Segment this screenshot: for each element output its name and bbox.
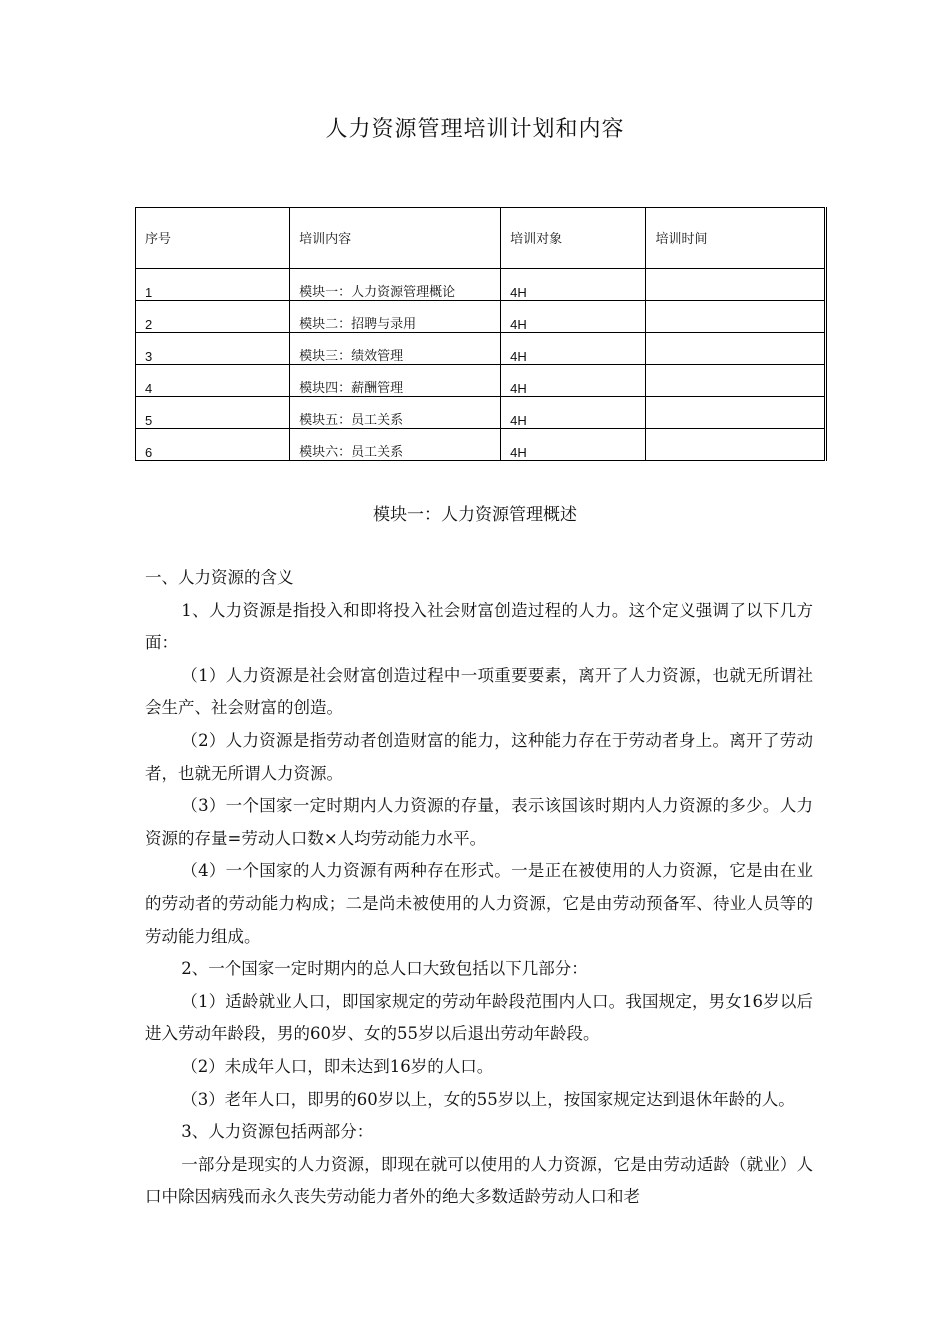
header-cell-time: 培训时间 (646, 208, 826, 269)
paragraph: 1、人力资源是指投入和即将投入社会财富创造过程的人力。这个定义强调了以下几方面： (145, 600, 813, 653)
table-row (136, 333, 826, 365)
cell-content: 模块一：人力资源管理概论 (290, 269, 501, 301)
cell-index: 1 (136, 269, 290, 301)
module-title: 模块一：人力资源管理概述 (373, 505, 577, 525)
training-plan-table (135, 207, 827, 461)
cell-index: 3 (136, 333, 290, 365)
paragraph: 3、人力资源包括两部分： (181, 1122, 374, 1142)
table-row (136, 365, 826, 397)
cell-content: 模块二：招聘与录用 (290, 301, 501, 333)
body-text (145, 562, 813, 1214)
table-row (136, 397, 826, 429)
cell-audience: 4H (501, 429, 646, 461)
paragraph: （3）一个国家一定时期内人力资源的存量，表示该国该时期内人力资源的多少。人力资源的存量=劳动人口数×人均劳动能力水平。 (145, 796, 813, 848)
paragraph: （3）老年人口，即男的60岁以上，女的55岁以上，按国家规定达到退休年龄的人。 (181, 1089, 795, 1109)
header-cell-index: 序号 (136, 208, 290, 269)
table-row (136, 269, 826, 301)
paragraph: （2）人力资源是指劳动者创造财富的能力，这种能力存在于劳动者身上。离开了劳动者，也就无所谓人力资源。 (145, 730, 813, 783)
cell-content: 模块五：员工关系 (290, 397, 501, 429)
header-cell-content: 培训内容 (290, 208, 501, 269)
cell-audience: 4H (501, 365, 646, 397)
cell-audience: 4H (501, 397, 646, 429)
cell-content: 模块六：员工关系 (290, 429, 501, 461)
cell-audience: 4H (501, 333, 646, 365)
table-row (136, 429, 826, 461)
cell-audience: 4H (501, 301, 646, 333)
cell-content: 模块三：绩效管理 (290, 333, 501, 365)
cell-index: 4 (136, 365, 290, 397)
cell-audience: 4H (501, 269, 646, 301)
paragraph: （1）人力资源是社会财富创造过程中一项重要要素，离开了人力资源，也就无所谓社会生产、社会财富的创造。 (145, 665, 813, 718)
page-title: 人力资源管理培训计划和内容 (325, 117, 625, 142)
table-row (136, 301, 826, 333)
cell-time (646, 301, 826, 333)
paragraph: （2）未成年人口，即未达到16岁的人口。 (181, 1056, 494, 1076)
cell-index: 6 (136, 429, 290, 461)
cell-time (646, 429, 826, 461)
cell-time (646, 269, 826, 301)
header-cell-audience: 培训对象 (501, 208, 646, 269)
cell-content: 模块四：薪酬管理 (290, 365, 501, 397)
paragraph: 一部分是现实的人力资源，即现在就可以使用的人力资源，它是由劳动适龄（就业）人口中除因病残而永久丧失劳动能力者外的绝大多数适龄劳动人口和老 (145, 1154, 813, 1207)
cell-index: 2 (136, 301, 290, 333)
paragraph: （4）一个国家的人力资源有两种存在形式。一是正在被使用的人力资源，它是由在业的劳动者的劳动能力构成；二是尚未被使用的人力资源，它是由劳动预备军、待业人员等的劳动能力组成。 (145, 861, 813, 946)
cell-time (646, 333, 826, 365)
cell-index: 5 (136, 397, 290, 429)
paragraph: （1）适龄就业人口，即国家规定的劳动年龄段范围内人口。我国规定，男女16岁以后进入劳动年龄段，男的60岁、女的55岁以后退出劳动年龄段。 (145, 991, 813, 1044)
cell-time (646, 397, 826, 429)
cell-time (646, 365, 826, 397)
section-heading: 一、人力资源的含义 (145, 568, 294, 587)
paragraph: 2、一个国家一定时期内的总人口大致包括以下几部分： (181, 959, 588, 979)
table-header-row (136, 208, 826, 269)
